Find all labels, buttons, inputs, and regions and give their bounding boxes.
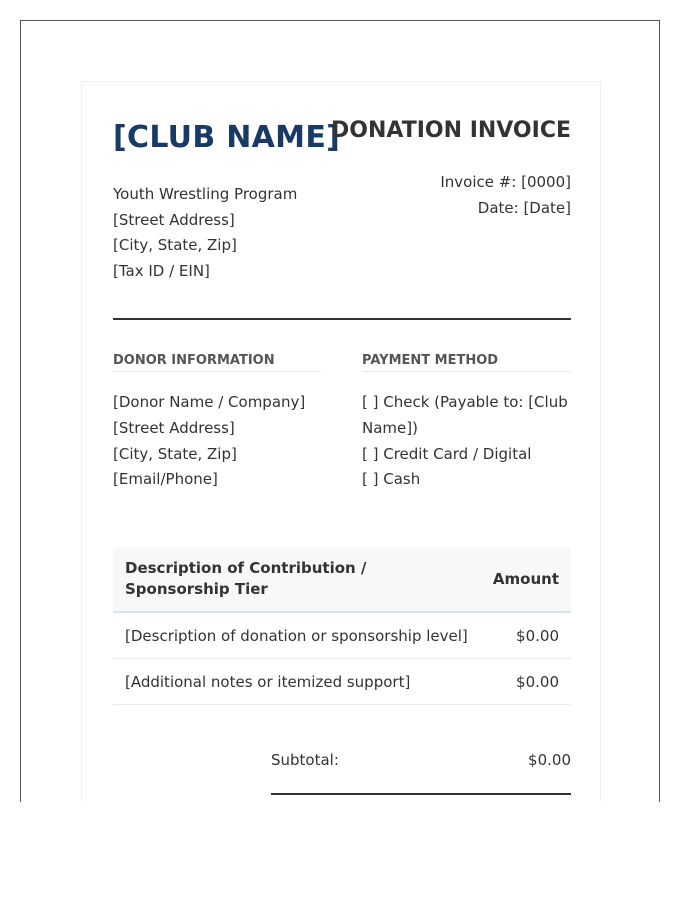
payment-option-cash: [ ] Cash [362, 470, 421, 489]
subtotal-divider [271, 793, 571, 795]
column-header-description: Description of Contribution / Sponsorship Tier [125, 559, 367, 598]
row-description: [Additional notes or itemized support] [125, 672, 411, 691]
invoice-date: Date: [Date] [477, 199, 571, 217]
contribution-table [113, 547, 571, 705]
subtotal-label: Subtotal: [271, 751, 339, 769]
payment-options-block [362, 390, 577, 493]
table-row [113, 613, 571, 659]
invoice-meta [440, 169, 571, 221]
table-row [113, 659, 571, 705]
header-divider [113, 318, 571, 320]
row-amount: $0.00 [516, 672, 559, 691]
row-amount: $0.00 [516, 626, 559, 645]
donor-info-block [113, 390, 305, 493]
club-program: Youth Wrestling Program [113, 185, 298, 203]
donor-street: [Street Address] [113, 418, 235, 437]
payment-option-check: [ ] Check (Payable to: [Club Name]) [362, 393, 568, 437]
subtotal-value: $0.00 [528, 751, 571, 769]
club-street: [Street Address] [113, 210, 235, 229]
page-frame [20, 20, 660, 802]
donor-name: [Donor Name / Company] [113, 393, 306, 411]
donor-city: [City, State, Zip] [113, 444, 237, 463]
invoice-document [81, 81, 601, 802]
invoice-number: Invoice #: [0000] [440, 173, 571, 191]
payment-section-title: PAYMENT METHOD [362, 353, 571, 372]
donor-contact: [Email/Phone] [113, 470, 218, 489]
club-tax-id: [Tax ID / EIN] [113, 261, 210, 280]
club-address-block [113, 182, 297, 284]
club-city: [City, State, Zip] [113, 236, 237, 255]
club-name: [CLUB NAME] [113, 120, 341, 155]
column-header-amount: Amount [492, 570, 559, 588]
donor-section-title: DONOR INFORMATION [113, 353, 321, 372]
row-description: [Description of donation or sponsorship level] [125, 626, 468, 645]
table-header [113, 547, 571, 613]
invoice-title: DONATION INVOICE [331, 118, 571, 143]
payment-option-card: [ ] Credit Card / Digital [362, 444, 532, 463]
